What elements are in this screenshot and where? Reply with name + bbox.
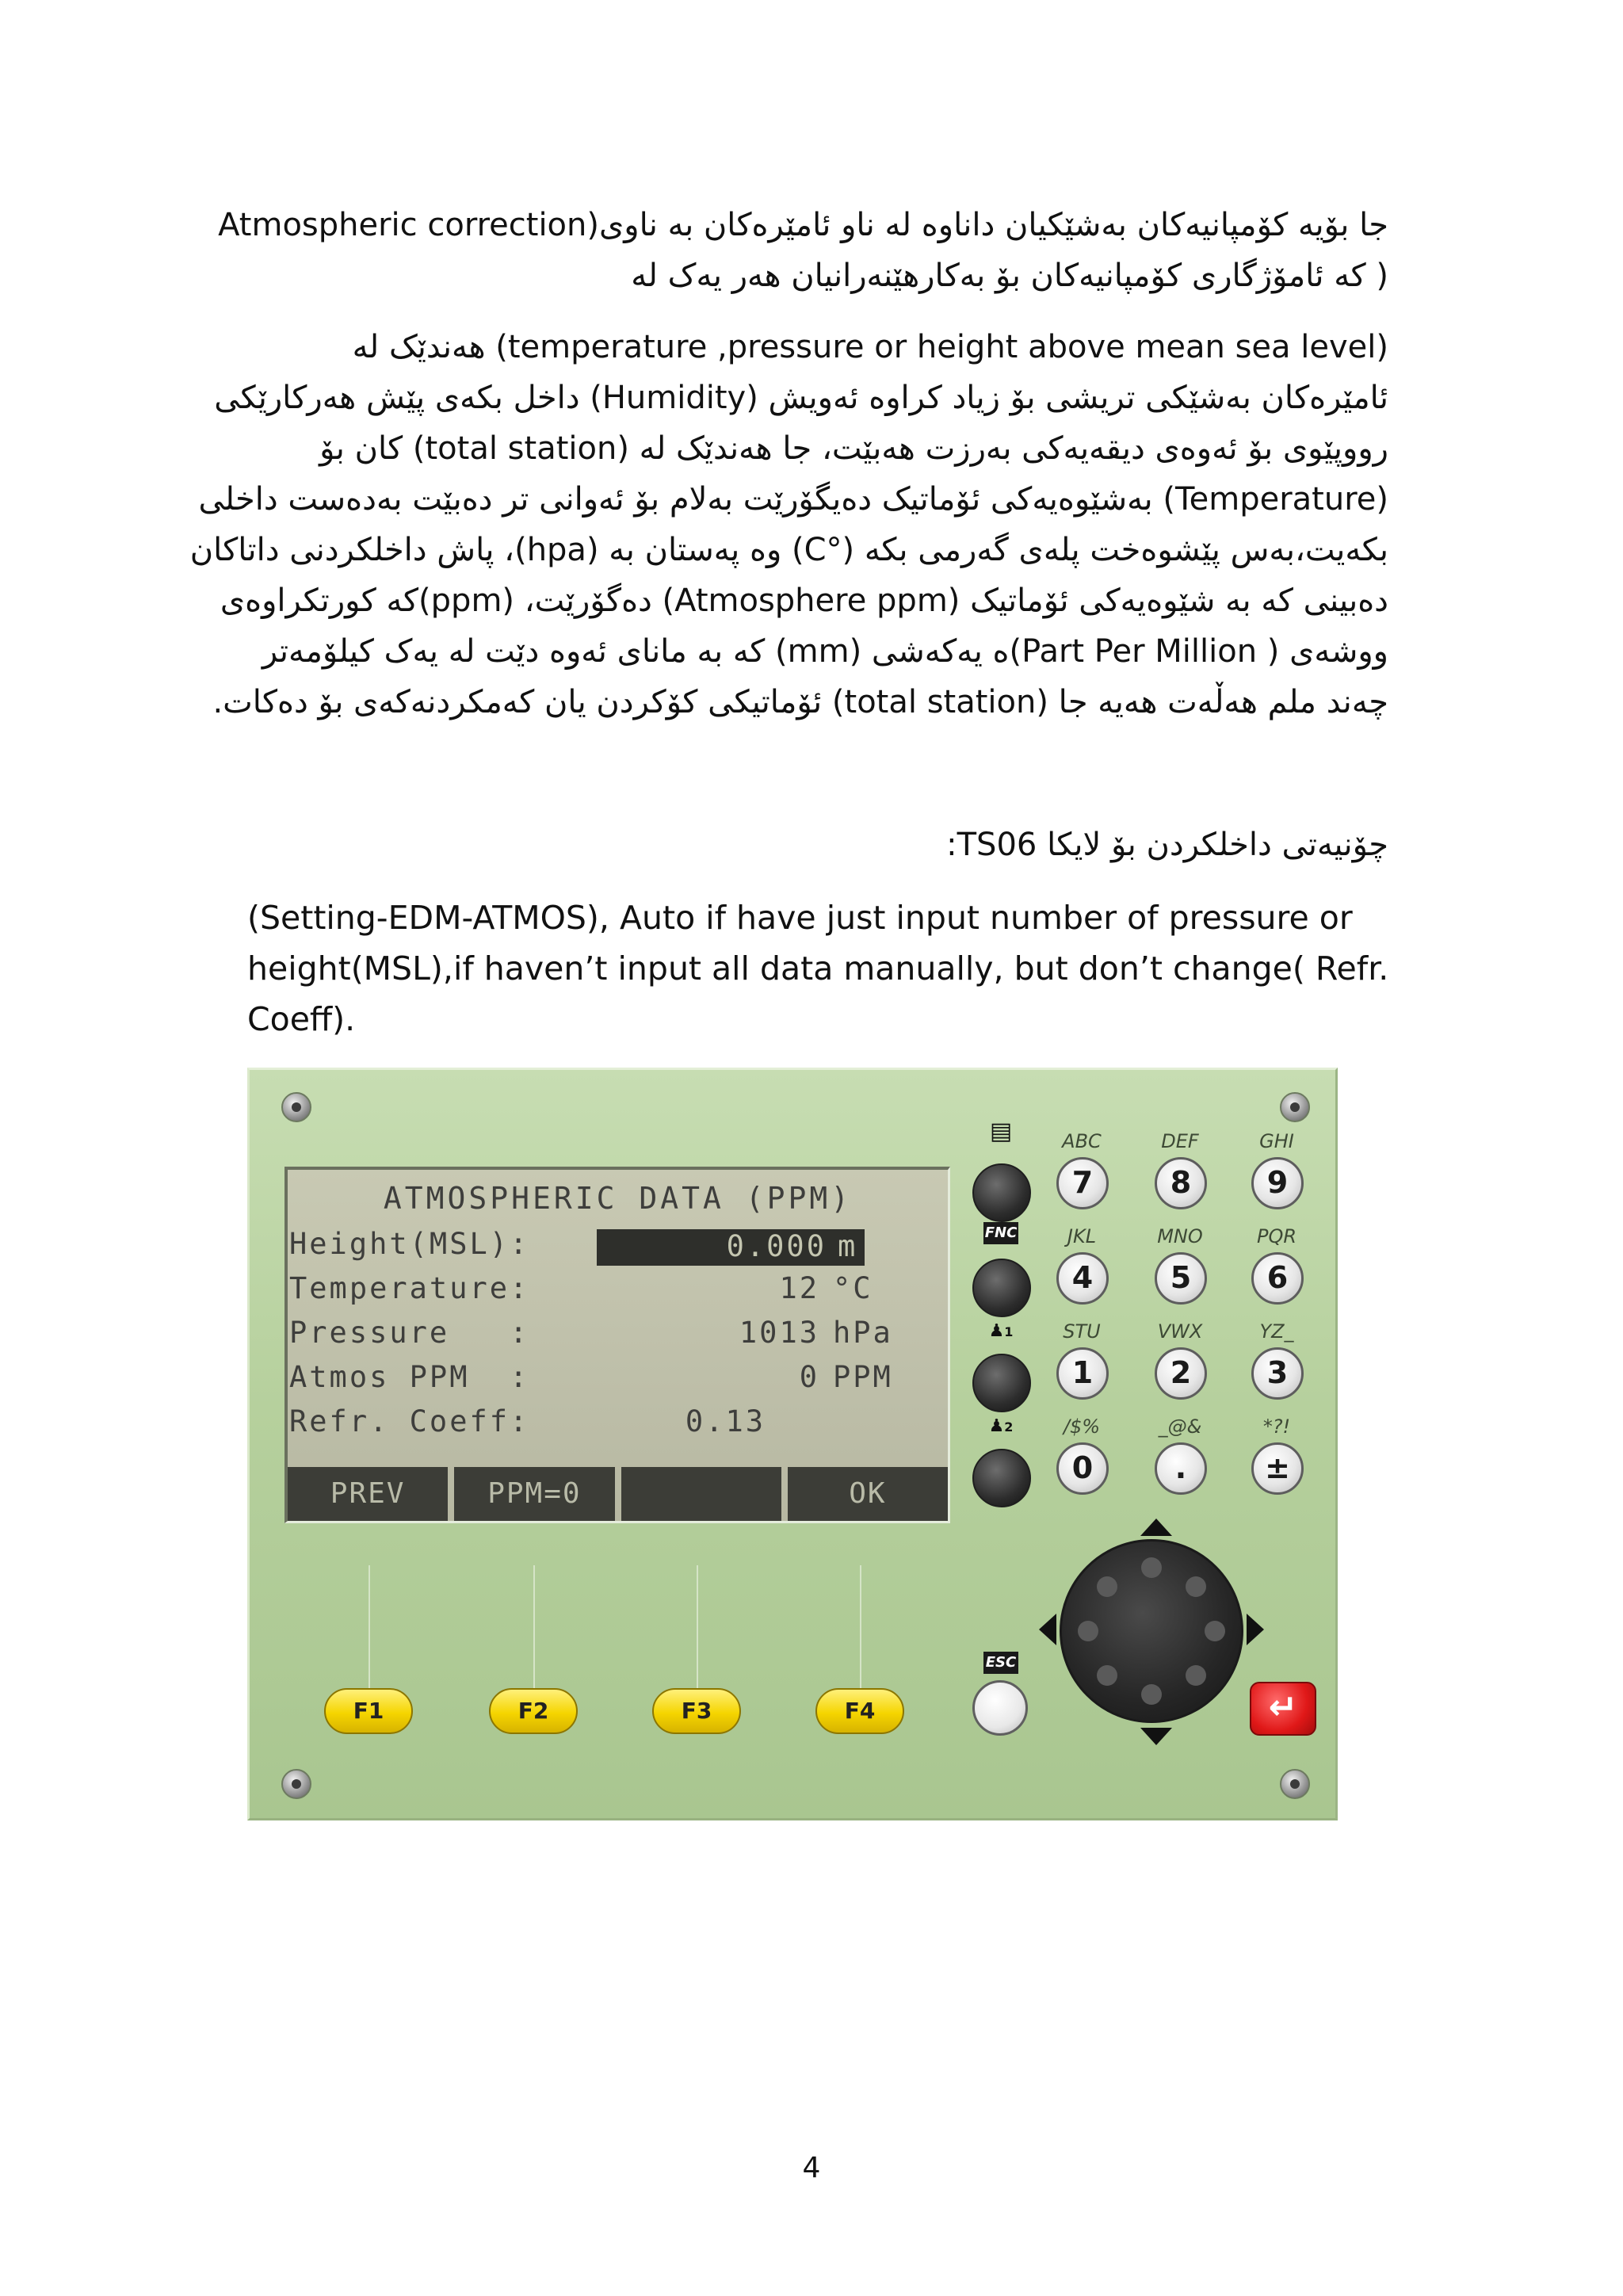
row-label: Refr. Coeff: — [289, 1404, 530, 1438]
arrow-down-icon — [1140, 1728, 1172, 1745]
row-unit: °C — [833, 1271, 873, 1305]
f1-button[interactable]: F1 — [324, 1688, 413, 1734]
row-value: 0.13 — [685, 1404, 766, 1438]
paragraph-instruction — [247, 892, 1388, 1045]
page-button[interactable] — [972, 1163, 1031, 1222]
lcd-row-temperature — [288, 1271, 948, 1312]
row-label: Atmos PPM : — [289, 1360, 530, 1394]
key-dot[interactable]: . — [1155, 1442, 1207, 1495]
nav-dot — [1078, 1621, 1098, 1641]
user2-number: 2 — [1004, 1419, 1014, 1435]
section-heading — [247, 819, 1388, 870]
key-9[interactable]: 9 — [1251, 1157, 1304, 1209]
row-unit: PPM — [833, 1360, 893, 1394]
key-label: YZ_ — [1259, 1320, 1294, 1343]
softkey-bar — [288, 1467, 948, 1521]
screen-title: ATMOSPHERIC DATA (PPM) — [383, 1181, 853, 1216]
arrow-left-icon — [1039, 1614, 1056, 1645]
text-line: (temperature ,pressure or height above mean sea level) هەندێک لە — [352, 329, 1388, 365]
key-label: VWX — [1157, 1320, 1203, 1343]
key-label: MNO — [1157, 1225, 1203, 1247]
key-label: PQR — [1256, 1225, 1297, 1247]
arrow-right-icon — [1247, 1614, 1264, 1645]
lcd-row-atmos-ppm — [288, 1360, 948, 1401]
text-line: بکەیت،بەس پێشوەخت پلەی گەرمی بکە (°C) وە پەستان بە (hpa)، پاش داخلکردنی داتاکان — [189, 532, 1388, 568]
key-3[interactable]: 3 — [1251, 1347, 1304, 1400]
text-line: چۆنیەتی داخلکردن بۆ لایکا TS06: — [946, 827, 1388, 863]
navigation-pad[interactable] — [1060, 1539, 1243, 1723]
row-value: 0.000 — [726, 1229, 827, 1263]
nav-dot — [1097, 1665, 1117, 1686]
key-label: *?! — [1262, 1415, 1291, 1438]
softkey-blank[interactable] — [621, 1467, 781, 1521]
screw-icon — [281, 1769, 311, 1799]
page-icon: ▤ — [989, 1117, 1013, 1145]
key-4[interactable]: 4 — [1056, 1252, 1109, 1305]
row-unit: hPa — [833, 1316, 893, 1350]
text-line: ( کە ئامۆژگاری کۆمپانیەکان بۆ بەکارهێنەرانیان هەر یەک لە — [631, 258, 1388, 294]
total-station-keypad-image — [247, 1068, 1338, 1820]
user1-button[interactable] — [972, 1354, 1031, 1412]
paragraph-intro — [218, 200, 1388, 301]
key-label: STU — [1063, 1320, 1101, 1343]
text-line: ووشەی ( Part Per Million)ە یەکەشی (mm) کە بە مانای ئەوە دێت لە یەک کیلۆمەتر — [262, 633, 1388, 670]
key-label: /$% — [1063, 1415, 1101, 1438]
key-5[interactable]: 5 — [1155, 1252, 1207, 1305]
text-line: (Temperature) بەشێوەیەکی ئۆماتیک دەیگۆرێت بەلام بۆ ئەوانی تر دەبێت بەدەست داخلی — [198, 481, 1388, 518]
text-line: رووپێوی بۆ ئەوەی دیقەیەکی بەرزت هەبێت، جا هەندێک لە (total station) کان بۆ — [319, 430, 1388, 467]
softkey-ppm0[interactable]: PPM=0 — [454, 1467, 614, 1521]
page-number: 4 — [802, 2152, 821, 2184]
key-label: JKL — [1067, 1225, 1097, 1247]
lcd-row-refr-coeff — [288, 1404, 948, 1446]
key-label: ABC — [1062, 1130, 1102, 1152]
text-line: Coeff). — [247, 1000, 356, 1038]
text-line: چەند ملم هەڵەت هەیە جا (total station) ئۆماتیکی کۆکردن یان کەمکردنەکەی بۆ دەکات. — [212, 684, 1388, 720]
row-label: Pressure : — [289, 1316, 530, 1350]
row-value: 12 — [779, 1271, 819, 1305]
text-line: (Setting-EDM-ATMOS), Auto if have just input number of pressure or — [247, 899, 1353, 937]
lcd-screen — [285, 1167, 950, 1523]
nav-dot — [1186, 1576, 1206, 1597]
lcd-row-pressure — [288, 1316, 948, 1357]
text-line: height(MSL),if haven’t input all data manually, but don’t change( Refr. — [247, 949, 1389, 988]
active-field[interactable] — [597, 1229, 865, 1266]
lcd-row-height — [288, 1227, 948, 1268]
guide-line — [533, 1565, 535, 1708]
key-label: DEF — [1161, 1130, 1199, 1152]
key-8[interactable]: 8 — [1155, 1157, 1207, 1209]
user1-number: 1 — [1004, 1324, 1014, 1339]
key-7[interactable]: 7 — [1056, 1157, 1109, 1209]
guide-line — [697, 1565, 698, 1708]
user2-button[interactable] — [972, 1449, 1031, 1507]
key-6[interactable]: 6 — [1251, 1252, 1304, 1305]
guide-line — [369, 1565, 370, 1708]
fnc-icon: FNC — [983, 1222, 1018, 1244]
paragraph-explanation — [189, 322, 1388, 728]
f4-button[interactable]: F4 — [815, 1688, 904, 1734]
screw-icon — [1280, 1092, 1310, 1122]
f3-button[interactable]: F3 — [652, 1688, 741, 1734]
nav-dot — [1141, 1557, 1162, 1578]
text-line: ئامێرەکان بەشێکی تریشی بۆ زیاد کراوە ئەویش (Humidity) داخل بکەی پێش هەرکارێکی — [214, 380, 1388, 416]
text-line: جا بۆیە کۆمپانیەکان بەشێکیان داناوە لە ناو ئامێرەکان بە ناوی(Atmospheric correction — [218, 207, 1388, 243]
screw-icon — [281, 1092, 311, 1122]
row-label: Height(MSL): — [289, 1227, 530, 1261]
key-plus-minus[interactable]: ± — [1251, 1442, 1304, 1495]
arrow-up-icon — [1140, 1519, 1172, 1536]
softkey-prev[interactable]: PREV — [288, 1467, 448, 1521]
user2-icon: ♟2 — [988, 1416, 1014, 1436]
fnc-button[interactable] — [972, 1259, 1031, 1317]
key-1[interactable]: 1 — [1056, 1347, 1109, 1400]
row-value: 0 — [799, 1360, 819, 1394]
softkey-ok[interactable]: OK — [788, 1467, 948, 1521]
nav-dot — [1141, 1684, 1162, 1705]
row-unit: m — [838, 1229, 858, 1263]
nav-dot — [1097, 1576, 1117, 1597]
row-label: Temperature: — [289, 1271, 530, 1305]
nav-dot — [1186, 1665, 1206, 1686]
guide-line — [860, 1565, 861, 1708]
esc-icon: ESC — [983, 1652, 1018, 1674]
nav-dot — [1205, 1621, 1225, 1641]
key-0[interactable]: 0 — [1056, 1442, 1109, 1495]
screw-icon — [1280, 1769, 1310, 1799]
enter-button[interactable]: ↵ — [1250, 1682, 1316, 1736]
user1-icon: ♟1 — [988, 1321, 1014, 1341]
key-label: _@& — [1158, 1415, 1202, 1438]
f2-button[interactable]: F2 — [489, 1688, 578, 1734]
key-2[interactable]: 2 — [1155, 1347, 1207, 1400]
text-line: دەبینی کە بە شێوەیەکی ئۆماتیک (Atmosphere ppm) دەگۆرێت، (ppm)کە کورتکراوەی — [220, 583, 1388, 619]
esc-button[interactable] — [972, 1680, 1028, 1736]
row-value: 1013 — [739, 1316, 819, 1350]
key-label: GHI — [1259, 1130, 1294, 1152]
